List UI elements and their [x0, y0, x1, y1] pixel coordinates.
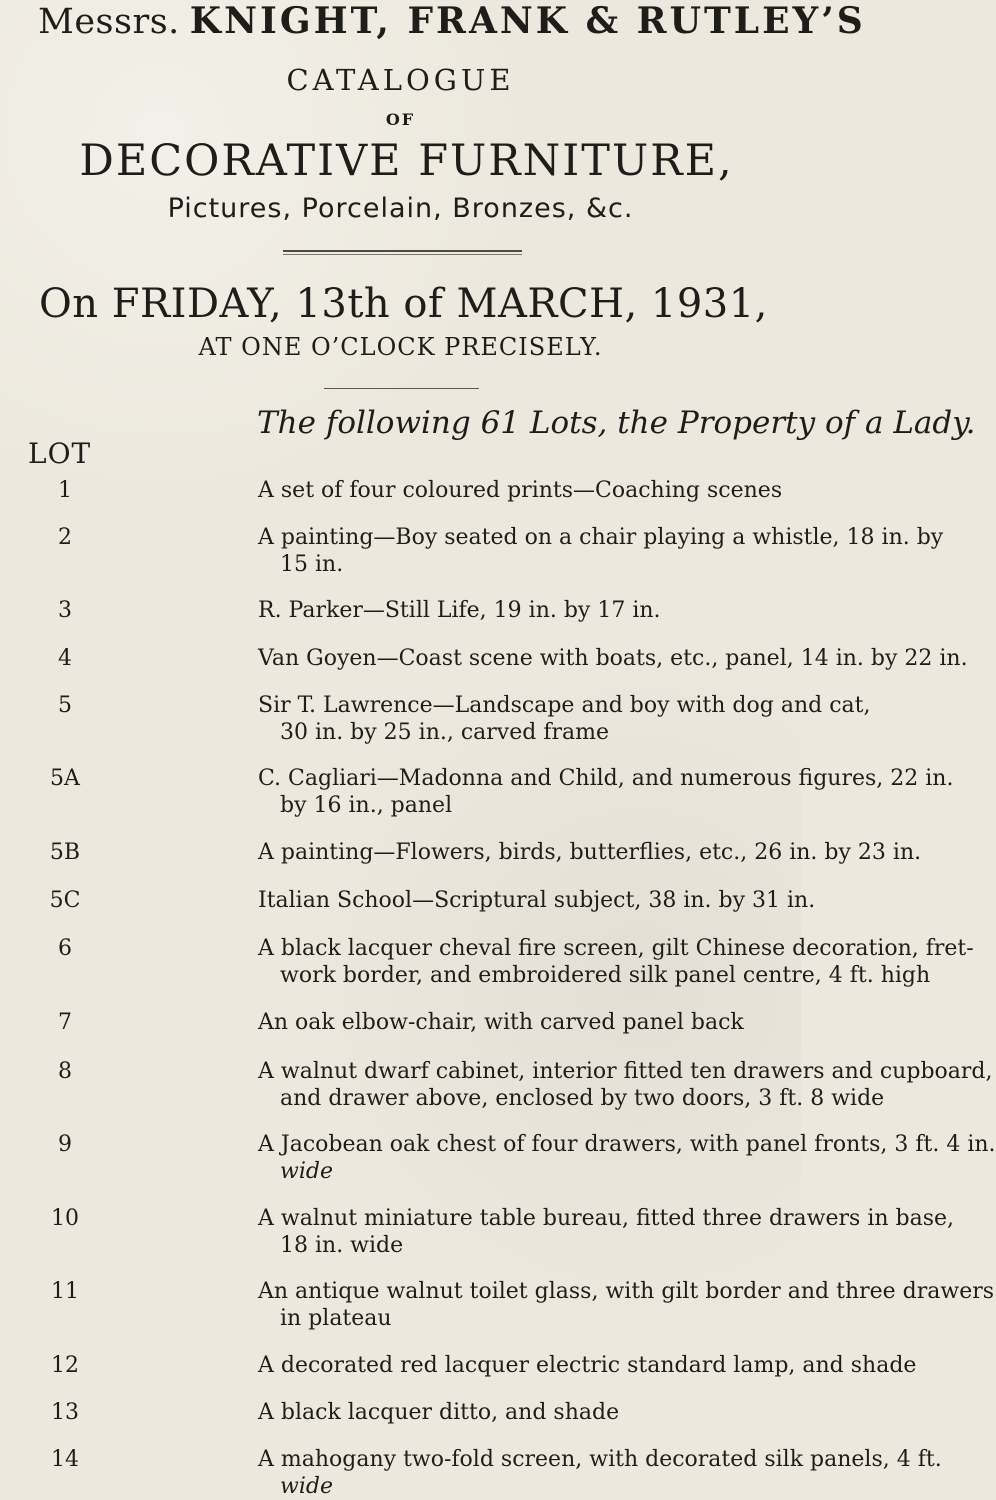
catalogue-heading: CATALOGUE [286, 63, 515, 97]
lot-description-line: C. Cagliari—Madonna and Child, and numerous figures, 22 in. [258, 766, 954, 791]
lot-description-line: A decorated red lacquer electric standard lamp, and shade [258, 1353, 917, 1378]
lot-number: 3 [58, 598, 72, 623]
lot-number: 5 [58, 693, 72, 718]
lot-number: 8 [58, 1059, 72, 1084]
lot-number: 10 [51, 1206, 79, 1231]
lot-description-line: An oak elbow-chair, with carved panel back [258, 1010, 744, 1035]
title-divider [283, 250, 522, 255]
lot-description-line: work border, and embroidered silk panel centre, 4 ft. high [280, 963, 931, 988]
lot-number: 11 [51, 1279, 79, 1304]
lot-number: 9 [58, 1132, 72, 1157]
lot-description-line: A mahogany two-fold screen, with decorated silk panels, 4 ft. [258, 1447, 942, 1472]
lot-number: 2 [58, 525, 72, 550]
lot-row [0, 477, 801, 503]
lot-description-line: by 16 in., panel [280, 793, 453, 818]
lot-number: 6 [58, 936, 72, 961]
lot-number: 4 [58, 646, 72, 671]
lot-description-line: 18 in. wide [280, 1233, 404, 1258]
property-statement: The following 61 Lots, the Property of a Lady. [257, 405, 976, 441]
lot-number: 14 [51, 1447, 79, 1472]
lot-description-line: A painting—Boy seated on a chair playing a whistle, 18 in. by [258, 525, 944, 550]
lot-column-heading: LOT [28, 437, 92, 470]
lot-description-line: An antique walnut toilet glass, with gilt border and three drawers [258, 1279, 995, 1304]
lot-description-line: in plateau [280, 1306, 392, 1331]
lot-description-line: Sir T. Lawrence—Landscape and boy with dog and cat, [258, 693, 871, 718]
sale-date: On FRIDAY, 13th of MARCH, 1931, [39, 281, 768, 327]
lot-description [258, 1058, 993, 1112]
lot-number: 12 [51, 1353, 79, 1378]
lot-description-line: and drawer above, enclosed by two doors, 3 ft. 8 wide [280, 1086, 885, 1111]
lot-description-line: A walnut dwarf cabinet, interior fitted ten drawers and cupboard, [258, 1059, 993, 1084]
lot-description-line: A Jacobean oak chest of four drawers, with panel fronts, 3 ft. 4 in. [258, 1132, 996, 1157]
lot-description [258, 935, 974, 989]
lot-description-line: 30 in. by 25 in., carved frame [280, 720, 609, 745]
lot-description-line: R. Parker—Still Life, 19 in. by 17 in. [258, 598, 661, 623]
lot-description [258, 887, 816, 914]
lot-description-line: wide [280, 1159, 333, 1184]
lot-description-line: A black lacquer ditto, and shade [258, 1400, 620, 1425]
lot-description-line: wide [280, 1474, 333, 1499]
lot-number: 5B [49, 840, 81, 865]
sale-time: AT ONE O’CLOCK PRECISELY. [198, 333, 603, 361]
auctioneer-name: KNIGHT, FRANK & RUTLEY’S [189, 0, 866, 42]
of-label: OF [385, 110, 416, 129]
main-title: DECORATIVE FURNITURE, [79, 136, 734, 186]
messrs-label: Messrs. [38, 2, 180, 42]
lot-description-line: Van Goyen—Coast scene with boats, etc., panel, 14 in. by 22 in. [258, 646, 968, 671]
lot-description-line: A black lacquer cheval fire screen, gilt Chinese decoration, fret- [258, 936, 974, 961]
lot-description [258, 1205, 955, 1259]
lot-description [258, 1009, 778, 1036]
lot-description-line: A set of four coloured prints—Coaching scenes [258, 478, 783, 503]
lot-description [258, 1278, 995, 1332]
lot-number: 5C [49, 888, 81, 913]
lot-number: 1 [58, 478, 72, 503]
lot-description [258, 1446, 942, 1500]
lot-list [0, 477, 996, 1499]
lot-description-line: A walnut miniature table bureau, fitted three drawers in base, [258, 1206, 955, 1231]
lot-description [258, 1399, 778, 1426]
lot-number: 13 [51, 1400, 79, 1425]
lot-number: 5A [50, 766, 80, 791]
lot-description-line: Italian School—Scriptural subject, 38 in. by 31 in. [258, 888, 816, 913]
lot-description [258, 1352, 917, 1379]
lot-description [258, 1131, 996, 1185]
auctioneer-header [38, 0, 866, 44]
lot-description-line: 15 in. [280, 552, 344, 577]
sale-divider [324, 388, 479, 389]
lot-description-line: A painting—Flowers, birds, butterflies, etc., 26 in. by 23 in. [258, 840, 922, 865]
lot-number: 7 [58, 1010, 72, 1035]
catalogue-subtitle: Pictures, Porcelain, Bronzes, &c. [167, 193, 634, 224]
lot-row [0, 499, 944, 577]
